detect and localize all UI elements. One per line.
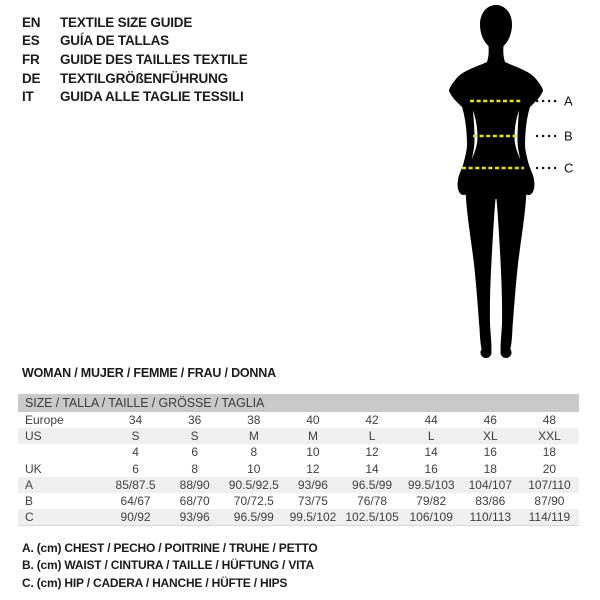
language-title: TEXTILGRÖßENFÜHRUNG [60, 70, 228, 86]
leader-dotted-lines [536, 101, 558, 168]
language-title-block [22, 13, 248, 106]
row-label: C [25, 510, 34, 525]
size-cell: 110/113 [469, 510, 512, 525]
size-cell: 16 [483, 445, 497, 460]
legend-line-hip: C. (cm) HIP / CADERA / HANCHE / HÜFTE / HIPS [22, 575, 288, 590]
size-cell: S [131, 429, 140, 444]
language-code: IT [22, 89, 34, 105]
language-row [22, 50, 248, 69]
row-label: UK [25, 461, 42, 476]
size-cell: M [248, 429, 259, 444]
size-cell: 83/86 [475, 494, 506, 509]
size-cell: 107/110 [528, 477, 571, 492]
size-cell: 38 [247, 413, 261, 428]
size-cell: 6 [132, 461, 139, 476]
size-cell: 90.5/92.5 [228, 477, 279, 492]
size-cell: 10 [306, 445, 320, 460]
table-row [18, 509, 579, 525]
size-cell: 79/82 [416, 494, 447, 509]
language-title: TEXTILE SIZE GUIDE [60, 14, 193, 30]
language-title: GUÍA DE TALLAS [60, 33, 169, 49]
size-cell: 93/96 [179, 510, 210, 525]
size-cell: 14 [424, 445, 438, 460]
size-cell: 87/90 [534, 494, 565, 509]
legend-line-chest: A. (cm) CHEST / PECHO / POITRINE / TRUHE / PETTO [22, 541, 318, 555]
row-label: US [25, 429, 42, 444]
figure-label-chest: A [564, 93, 573, 109]
size-cell: 96.5/99 [352, 477, 393, 492]
size-cell: 64/67 [120, 494, 151, 509]
size-cell: 76/78 [357, 494, 388, 509]
size-cell: 99.5/102 [289, 510, 337, 525]
size-cell: 85/87.5 [115, 477, 156, 492]
woman-silhouette [449, 5, 543, 358]
language-code: ES [22, 33, 40, 49]
size-table-body [18, 412, 579, 525]
size-cell: XL [482, 429, 498, 444]
size-cell: 6 [191, 445, 199, 460]
table-row [18, 477, 579, 493]
size-table-header: SIZE / TALLA / TAILLE / GRÖSSE / TAGLIA [18, 394, 579, 412]
size-cell: 70/72.5 [233, 494, 274, 509]
size-cell: 93/96 [297, 477, 328, 492]
language-code: EN [22, 14, 41, 30]
language-title: GUIDA ALLE TAGLIE TESSILI [60, 89, 244, 105]
size-cell: 114/119 [528, 510, 571, 525]
size-cell: 8 [191, 461, 199, 476]
size-cell: 90/92 [120, 510, 151, 525]
size-cell: 73/75 [297, 494, 328, 509]
size-cell: S [190, 429, 199, 444]
size-cell: 44 [424, 413, 438, 428]
table-row [18, 444, 579, 460]
size-cell: 8 [250, 445, 258, 460]
measurement-legend [22, 541, 318, 593]
size-cell: 102.5/105 [345, 510, 399, 525]
size-cell: 88/90 [179, 477, 210, 492]
size-cell: 4 [132, 445, 139, 460]
size-cell: 42 [365, 413, 379, 428]
section-title-woman: WOMAN / MUJER / FEMME / FRAU / DONNA [22, 366, 276, 380]
woman-silhouette-figure [430, 0, 600, 365]
size-cell: 18 [483, 461, 497, 476]
size-cell: 12 [365, 445, 379, 460]
size-cell: L [427, 429, 435, 444]
size-cell: 18 [542, 445, 557, 460]
size-table [18, 394, 579, 526]
table-row [18, 428, 579, 444]
size-cell: 10 [247, 461, 261, 476]
figure-label-waist: B [564, 128, 573, 144]
size-cell: 16 [424, 461, 438, 476]
size-cell: M [307, 429, 318, 444]
language-code: FR [22, 51, 40, 67]
row-label: A [25, 477, 34, 492]
language-row [22, 69, 248, 88]
language-code: DE [22, 70, 41, 86]
language-title: GUIDE DES TAILLES TEXTILE [60, 51, 248, 67]
size-cell: L [368, 429, 376, 444]
table-row [18, 493, 579, 509]
size-cell: 40 [306, 413, 320, 428]
size-cell: 96.5/99 [233, 510, 274, 525]
row-label: B [25, 494, 34, 509]
table-row [18, 461, 579, 477]
size-cell: 99.5/103 [407, 477, 455, 492]
size-cell: 104/107 [468, 477, 512, 492]
legend-line-waist: B. (cm) WAIST / CINTURA / TAILLE / HÜFTUNG / VITA [22, 558, 314, 573]
size-cell: 106/109 [409, 510, 453, 525]
language-row [22, 32, 248, 51]
row-label: Europe [25, 413, 64, 428]
size-cell: 12 [306, 461, 320, 476]
size-cell: 68/70 [179, 494, 210, 509]
size-cell: 36 [188, 413, 202, 428]
language-row [22, 87, 248, 106]
language-row [22, 13, 248, 32]
figure-label-hip: C [564, 160, 574, 176]
size-cell: 20 [542, 461, 557, 476]
size-cell: 48 [542, 413, 557, 428]
size-cell: XXL [538, 429, 561, 444]
table-row [18, 412, 579, 428]
size-cell: 14 [365, 461, 379, 476]
size-cell: 46 [483, 413, 497, 428]
size-cell: 34 [128, 413, 143, 428]
